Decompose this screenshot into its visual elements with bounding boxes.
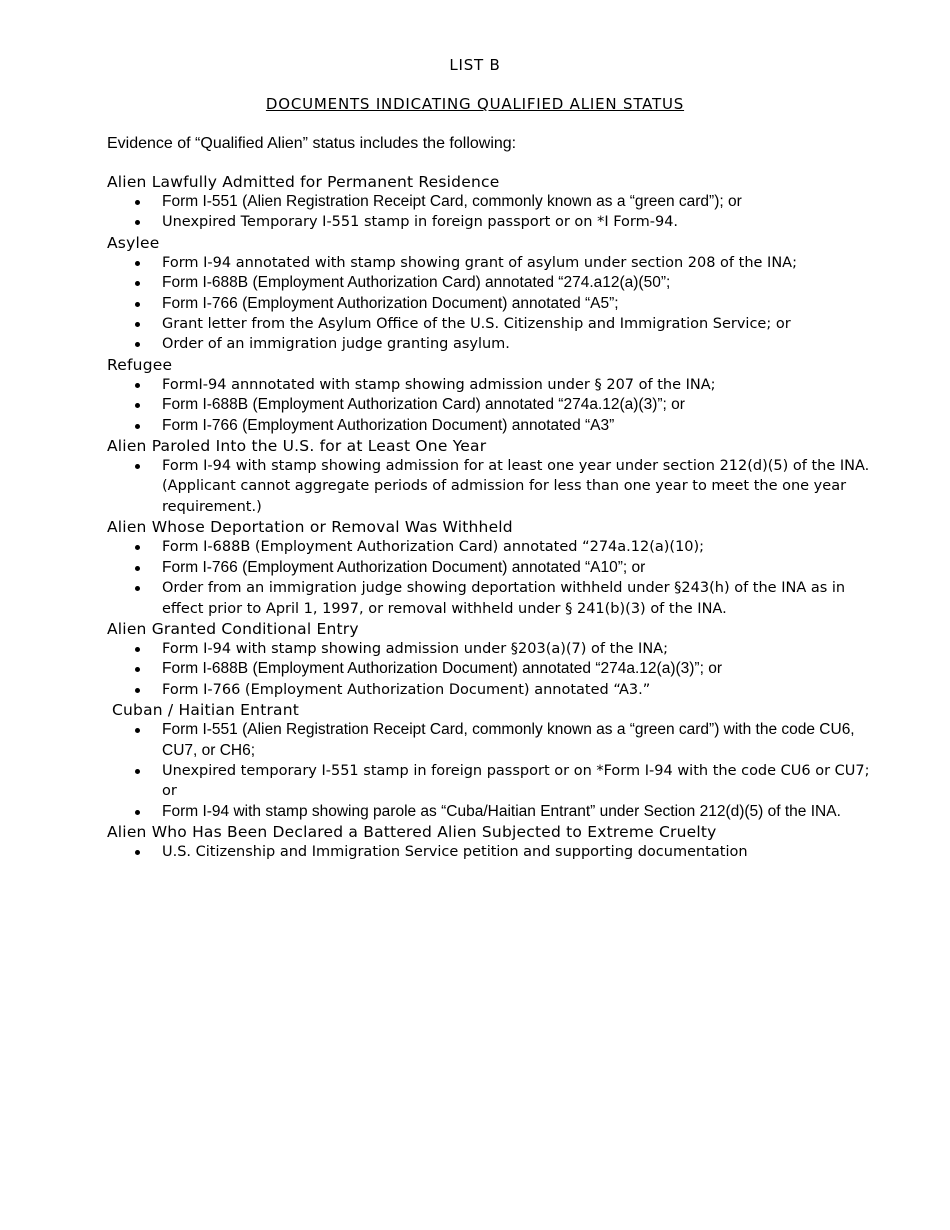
list-item: Order from an immigration judge showing deportation withheld under §243(h) of the INA as in effect prior to April 1, 1997, or removal withheld under § 241(b)(3) of the INA.: [107, 578, 877, 619]
section-refugee: [107, 355, 877, 436]
list-item: Unexpired temporary I-551 stamp in foreign passport or on *Form I-94 with the code CU6 or CU7; or: [107, 761, 877, 802]
list-item: Form I-551 (Alien Registration Receipt Card, commonly known as a “green card”); or: [107, 192, 877, 212]
list-item: Form I-94 annotated with stamp showing grant of asylum under section 208 of the INA;: [107, 253, 877, 273]
list-subtitle-text: DOCUMENTS INDICATING QUALIFIED ALIEN STATUS: [265, 95, 685, 113]
list-item: Grant letter from the Asylum Office of the U.S. Citizenship and Immigration Service; or: [107, 314, 877, 334]
list-item: Unexpired Temporary I-551 stamp in foreign passport or on *I Form-94.: [107, 212, 877, 232]
list-item: Order of an immigration judge granting asylum.: [107, 334, 877, 354]
list-subtitle: [0, 95, 950, 113]
section-heading: Alien Who Has Been Declared a Battered Alien Subjected to Extreme Cruelty: [107, 823, 717, 842]
item-list: [107, 456, 877, 517]
section-heading: Refugee: [107, 355, 173, 374]
intro-text: Evidence of “Qualified Alien” status includes the following:: [107, 135, 517, 152]
section-paroled: [107, 436, 877, 517]
item-list: [107, 842, 877, 862]
list-item: Form I-94 with stamp showing admission for at least one year under section 212(d)(5) of the INA. (Applicant cannot aggregate periods of admission for less than one year to meet the one year requirement.): [107, 456, 877, 517]
item-list: [107, 639, 877, 700]
section-deportation-withheld: [107, 517, 877, 619]
list-title: LIST B: [449, 56, 501, 74]
item-list: [107, 192, 877, 233]
item-list: [107, 720, 877, 822]
section-permanent-resident: [107, 172, 877, 233]
item-list: [107, 375, 877, 436]
list-item: U.S. Citizenship and Immigration Service petition and supporting documentation: [107, 842, 877, 862]
sections-container: [107, 172, 877, 863]
section-heading: Alien Whose Deportation or Removal Was Withheld: [107, 518, 513, 537]
list-item: Form I-688B (Employment Authorization Card) annotated “274.a12(a)(50”;: [107, 273, 877, 293]
section-battered-alien: [107, 822, 877, 862]
section-heading: Alien Paroled Into the U.S. for at Least One Year: [107, 437, 487, 456]
list-item: Form I-766 (Employment Authorization Document) annotated “A3.”: [107, 680, 877, 700]
section-heading: Alien Granted Conditional Entry: [107, 619, 359, 638]
list-item: Form I-688B (Employment Authorization Card) annotated “274a.12(a)(3)”; or: [107, 395, 877, 415]
item-list: [107, 253, 877, 355]
list-item: Form I-766 (Employment Authorization Document) annotated “A3”: [107, 416, 877, 436]
list-item: Form I-688B (Employment Authorization Card) annotated “274a.12(a)(10);: [107, 537, 877, 557]
section-heading: Alien Lawfully Admitted for Permanent Residence: [107, 173, 500, 191]
list-item: Form I-94 with stamp showing parole as “Cuba/Haitian Entrant” under Section 212(d)(5) of the INA.: [107, 802, 877, 822]
section-asylee: [107, 233, 877, 355]
list-item: Form I-94 with stamp showing admission under §203(a)(7) of the INA;: [107, 639, 877, 659]
list-item: Form I-688B (Employment Authorization Document) annotated “274a.12(a)(3)”; or: [107, 659, 877, 679]
section-heading: Cuban / Haitian Entrant: [112, 701, 300, 720]
section-cuban-haitian: [107, 700, 877, 822]
section-conditional-entry: [107, 619, 877, 700]
section-heading: Asylee: [107, 233, 160, 252]
list-item: Form I-551 (Alien Registration Receipt Card, commonly known as a “green card”) with the code CU6, CU7, or CH6;: [107, 720, 877, 761]
list-item: Form I-766 (Employment Authorization Document) annotated “A10”; or: [107, 558, 877, 578]
list-item: Form I-766 (Employment Authorization Document) annotated “A5”;: [107, 294, 877, 314]
item-list: [107, 537, 877, 619]
list-item: FormI-94 annnotated with stamp showing admission under § 207 of the INA;: [107, 375, 877, 395]
